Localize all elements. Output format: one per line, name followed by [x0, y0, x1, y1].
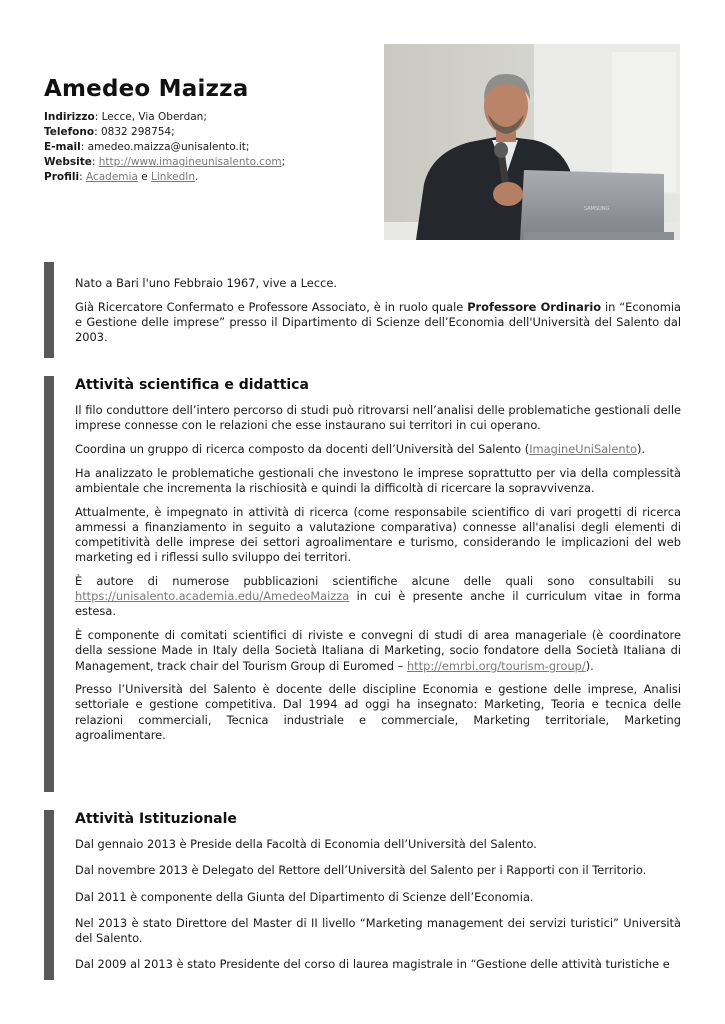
research-heading: Attività scientifica e didattica [75, 377, 309, 393]
research-section-bar [44, 376, 54, 792]
intro-position-text: Già Ricercatore Confermato e Professore Associato, è in ruolo quale [75, 299, 468, 314]
publications-text: È autore di numerose pubblicazioni scientifiche alcune delle quali sono consultabili su [75, 574, 681, 589]
intro-section-bar [44, 262, 54, 358]
research-paragraph: Ha analizzato le problematiche gestionali che investono le imprese soprattutto per via della complessità ambientale che incrementa la rischiosità e quindi la difficoltà di ricercare la sopravvivenza. [75, 465, 681, 496]
address-line [44, 110, 285, 125]
website-separator: : [91, 156, 99, 168]
person-name: Amedeo Maizza [44, 76, 249, 102]
research-paragraph: Attualmente, è impegnato in attività di ricerca (come responsabile scientifico di vari progetti di ricerca ammessi a finanziamento in seguito a valutazione comparativa) connesse all'analisi degli elementi di competitività delle imprese dei settori agroalimentare e turismo, considerando le implicazioni del web marketing ed i riflessi sullo sviluppo dei territori. [75, 504, 681, 565]
profiles-and: e [137, 171, 152, 183]
research-group-text: Coordina un gruppo di ricerca composto da docenti dell’Università del Salento ( [75, 442, 530, 457]
profiles-label: Profili [44, 171, 80, 183]
svg-text:SAMSUNG: SAMSUNG [584, 206, 610, 212]
research-paragraph [75, 442, 681, 457]
profile-photo [384, 44, 680, 240]
institutional-section-bar [44, 810, 54, 980]
address-label: Indirizzo [44, 111, 95, 123]
phone-value: : 0832 298754; [94, 126, 175, 138]
institutional-section [75, 812, 681, 981]
address-value: : Lecce, Via Oberdan; [94, 111, 207, 123]
contact-block [44, 110, 285, 185]
profiles-line [44, 170, 285, 185]
institutional-item: Dal gennaio 2013 è Preside della Facoltà di Economia dell’Università del Salento. [75, 837, 537, 852]
profiles-end: . [195, 171, 199, 183]
research-section [75, 378, 681, 752]
speaker-photo-illustration [384, 44, 680, 240]
research-group-end: ). [637, 442, 646, 457]
email-line [44, 140, 285, 155]
research-paragraph: Il filo conduttore dell’intero percorso di studi può ritrovarsi nell’analisi delle problematiche gestionali delle imprese connesse con le relazioni che esse instaurano sui territori in cui operano. [75, 403, 681, 433]
committees-text: È componente di comitati scientifici di riviste e convegni di studi di area manageriale (è coordinatore della sessione Made in Italy della Società Italiana di Marketing, socio fondatore della Società Italiana di Management, track chair del Tourism Group di Euromed – [75, 628, 681, 673]
website-end: ; [281, 156, 286, 168]
academia-profile-link[interactable]: https://unisalento.academia.edu/AmedeoMaizza [75, 589, 350, 604]
email-label: E-mail [44, 141, 81, 153]
intro-position-rest: in “Economia e Gestione delle imprese” presso il Dipartimento di Scienze dell’Economia dell'Università del Salento dal 2003. [75, 299, 682, 345]
research-paragraph [75, 628, 681, 674]
academia-link[interactable]: Academia [85, 171, 138, 183]
phone-line [44, 125, 285, 140]
committees-end: ). [585, 658, 594, 673]
institutional-item: Dal novembre 2013 è Delegato del Rettore dell’Università del Salento per i Rapporti con il Territorio. [75, 863, 647, 878]
intro-section [75, 276, 681, 354]
email-value: : amedeo.maizza@unisalento.it; [80, 141, 250, 153]
imagineunisalento-link[interactable]: ImagineUniSalento [529, 442, 638, 457]
intro-position [75, 300, 681, 346]
intro-birth: Nato a Bari l'uno Febbraio 1967, vive a Lecce. [75, 276, 337, 290]
research-paragraph: Presso l’Università del Salento è docente delle discipline Economia e gestione delle imprese, Analisi settoriale e gestione competitiva. Dal 1994 ad oggi ha insegnato: Marketing, Teoria e tecnica delle relazioni commerciali, Tecnica industriale e commerciale, Marketing territoriale, Marketing agroalimentare. [75, 682, 681, 742]
linkedin-link[interactable]: LinkedIn [151, 171, 196, 183]
publications-rest: in cui è presente anche il curriculum vitae in forma estesa. [75, 589, 681, 619]
phone-label: Telefono [44, 126, 95, 138]
research-paragraph [75, 574, 681, 620]
institutional-heading: Attività Istituzionale [75, 811, 237, 827]
emrbi-link[interactable]: http://emrbi.org/tourism-group/ [406, 658, 586, 673]
institutional-item: Dal 2011 è componente della Giunta del Dipartimento di Scienze dell’Economia. [75, 889, 534, 904]
website-link[interactable]: http://www.imagineunisalento.com [98, 156, 282, 168]
website-label: Website [44, 156, 92, 168]
intro-position-title: Professore Ordinario [467, 299, 602, 314]
website-line [44, 155, 285, 170]
institutional-item: Dal 2009 al 2013 è stato Presidente del corso di laurea magistrale in “Gestione delle attività turistiche e [75, 957, 670, 972]
profiles-separator: : [79, 171, 86, 183]
institutional-item: Nel 2013 è stato Direttore del Master di II livello “Marketing management dei servizi turistici” Università del Salento. [75, 915, 681, 946]
